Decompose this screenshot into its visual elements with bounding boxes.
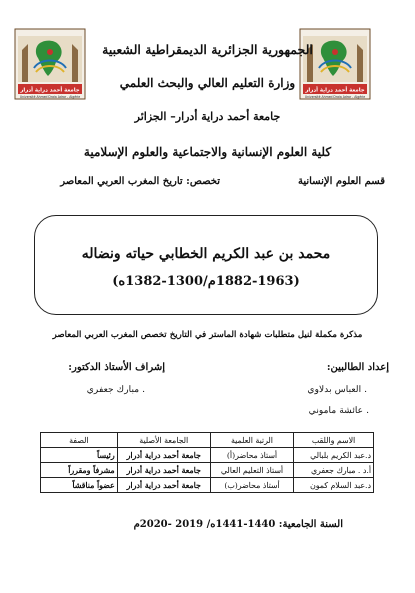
logo-text-ar: جامعة أحمد دراية أدرار [305,87,365,94]
table-cell: عضواً مناقشاً [41,478,118,493]
column-header: الاسم واللقب [294,433,374,448]
thesis-title-box [34,215,378,315]
table-cell: مشرفاً ومقرراً [41,463,118,478]
department-label: قسم العلوم الإنسانية [297,176,385,187]
table-cell: جامعة أحمد دراية أدرار [117,478,210,493]
jury-table [40,432,374,493]
academic-year: السنة الجامعية: 1440-1441ه/ 2019 -2020م [133,519,343,530]
column-header: الجامعة الأصلية [117,433,210,448]
table-cell: أستاذ محاضر(ب) [210,478,293,493]
column-header: الرتبة العلمية [210,433,293,448]
table-row [41,448,374,463]
table-cell: رئيساً [41,448,118,463]
ministry-heading: وزارة التعليم العالي والبحث العلمي [119,76,296,90]
table-cell: د.عبد السلام كمون [294,478,374,493]
supervisor-name: . مبارك جعفري [86,384,145,395]
students-label: إعداد الطالبين: [326,362,389,373]
thesis-dates: (1882-1963م/1300-1382ه) [112,274,300,289]
table-cell: أ.د . مبارك جعفري [294,463,374,478]
column-header: الصفة [41,433,118,448]
table-cell: جامعة أحمد دراية أدرار [117,463,210,478]
table-cell: جامعة أحمد دراية أدرار [117,448,210,463]
memo-description: مذكرة مكملة لنيل متطلبات شهادة الماستر في التاريخ تخصص المغرب العربي المعاصر [52,330,363,340]
table-header-row [41,433,374,448]
table-cell: د.عبد الكريم بلبالي [294,448,374,463]
student-name: . عائشة ماموني [308,405,369,416]
republic-heading: الجمهورية الجزائرية الديمقراطية الشعبية [102,42,313,57]
table-cell: أستاذ التعليم العالي [210,463,293,478]
logo-text-fr: Université Ahmed Draia Adrar - Algérie [304,95,366,99]
table-row [41,478,374,493]
university-heading: جامعة أحمد دراية أدرار– الجزائر [134,110,281,123]
logo-text-fr: Université Ahmed Draia Adrar - Algérie [19,95,81,99]
table-row [41,463,374,478]
thesis-title: محمد بن عبد الكريم الخطابي حياته ونضاله [81,246,331,262]
table-cell: أستاذ محاضر(أ) [210,448,293,463]
specialty-label: تخصص: تاريخ المغرب العربي المعاصر [60,176,220,187]
faculty-heading: كلية العلوم الإنسانية والاجتماعية والعلوم الإسلامية [83,145,332,159]
supervisor-label: إشراف الأستاذ الدكتور: [68,362,165,373]
student-name: . العباس بدلاوي [307,384,367,395]
logo-text-ar: جامعة أحمد دراية أدرار [20,87,80,94]
